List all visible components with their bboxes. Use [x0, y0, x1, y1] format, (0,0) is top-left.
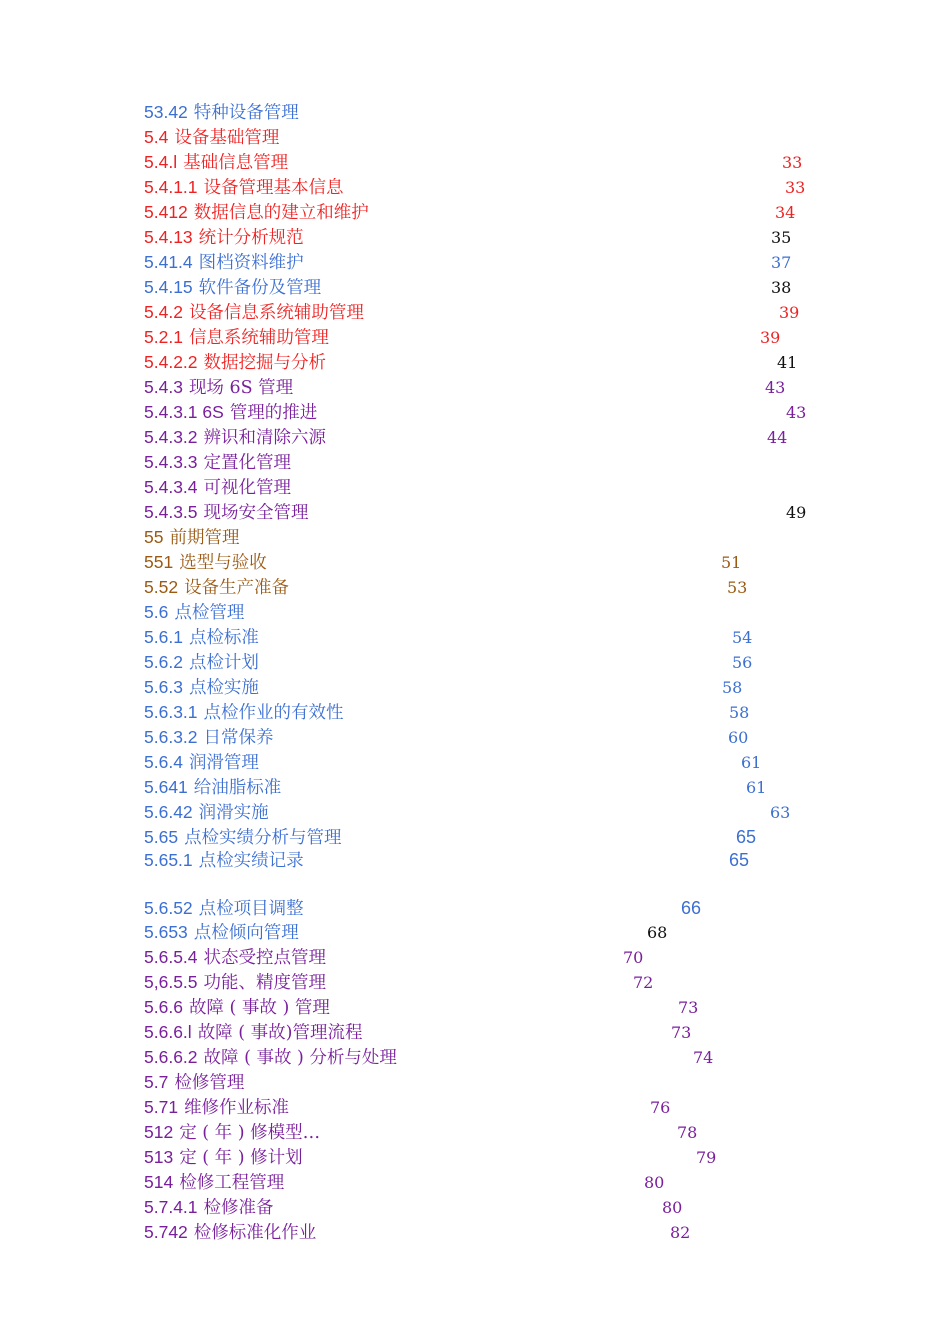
toc-section-title: 点检项目调整 [198, 899, 304, 919]
toc-entry-label [144, 896, 304, 922]
toc-entry[interactable] [0, 475, 950, 500]
toc-page-number: 61 [746, 778, 767, 797]
toc-entry-label [144, 1020, 362, 1046]
toc-section-number: 5.4.13 [144, 227, 193, 247]
toc-section-title: 可视化管理 [203, 478, 292, 498]
toc-entry-label [144, 150, 288, 176]
toc-entry-label [144, 175, 344, 201]
toc-section-title: 选型与验收 [179, 553, 267, 573]
toc-page-number: 43 [786, 403, 807, 422]
toc-page-number: 54 [732, 628, 753, 647]
toc-section-number: 513 [144, 1147, 174, 1167]
toc-entry-label [144, 1170, 284, 1196]
toc-entry[interactable] [0, 1220, 950, 1245]
toc-page-number: 44 [767, 428, 788, 447]
toc-entry[interactable] [0, 775, 950, 800]
toc-entry[interactable] [0, 700, 950, 725]
toc-section-number: 5.6.6.l [144, 1022, 192, 1042]
toc-entry-label [144, 475, 291, 501]
toc-section-number: 5.4.3.2 [144, 427, 198, 447]
toc-page-number: 53 [727, 578, 748, 597]
toc-entry[interactable] [0, 175, 950, 200]
toc-entry-label [144, 920, 299, 946]
toc-entry[interactable] [0, 800, 950, 825]
toc-section-title: 检修管理 [174, 1073, 245, 1093]
toc-entry-label [144, 625, 259, 651]
toc-section-title: 设备管理基本信息 [203, 178, 344, 198]
toc-section-title: 润滑管理 [188, 753, 259, 773]
toc-entry-label [144, 250, 304, 276]
toc-entry[interactable] [0, 920, 950, 945]
toc-section-title: 点检计划 [188, 653, 259, 673]
toc-section-number: 5.412 [144, 202, 188, 222]
toc-entry[interactable] [0, 275, 950, 300]
toc-section-title: 设备基础管理 [174, 128, 280, 148]
toc-entry[interactable] [0, 1170, 950, 1195]
toc-section-number: 5.6 [144, 602, 169, 622]
toc-section-title: 定 ( 年 ) 修计划 [179, 1148, 303, 1168]
toc-page-number: 33 [782, 153, 803, 172]
toc-section-number: 514 [144, 1172, 174, 1192]
toc-page-number: 73 [678, 998, 699, 1017]
toc-page-number: 79 [696, 1148, 717, 1167]
toc-entry-label [144, 1120, 320, 1146]
toc-section-number: 5.4.l [144, 152, 178, 172]
toc-entry-label [144, 450, 291, 476]
toc-section-number: 5.65.1 [144, 850, 193, 870]
toc-section-number: 5.6.1 [144, 627, 183, 647]
toc-page-number: 70 [623, 948, 644, 967]
toc-section-title: 特种设备管理 [193, 103, 299, 123]
toc-entry-label [144, 970, 326, 996]
toc-entry[interactable] [0, 970, 950, 995]
toc-section-title: 设备信息系统辅助管理 [188, 303, 364, 323]
toc-section-title: 状态受控点管理 [203, 948, 327, 968]
toc-entry-label [144, 375, 293, 401]
toc-section-title: 故障 ( 事故 ) 管理 [188, 998, 330, 1018]
toc-page-number: 68 [647, 923, 668, 942]
toc-section-number: 5.6.4 [144, 752, 183, 772]
toc-page-number: 74 [693, 1048, 714, 1067]
toc-section-number: 551 [144, 552, 174, 572]
toc-entry[interactable] [0, 300, 950, 325]
toc-entry[interactable] [0, 200, 950, 225]
toc-section-number: 5.6.3.1 [144, 702, 198, 722]
toc-section-title: 管理的推进 [229, 403, 318, 423]
toc-entry[interactable] [0, 425, 950, 450]
toc-section-title: 定 ( 年 ) 修模型… [179, 1123, 321, 1143]
toc-page-number: 39 [779, 303, 800, 322]
toc-section-title: 给油脂标准 [193, 778, 282, 798]
toc-entry-label [144, 1045, 397, 1071]
toc-section-title: 点检倾向管理 [193, 923, 299, 943]
toc-section-title: 现场 6S 管理 [188, 378, 294, 398]
toc-section-title: 数据挖掘与分析 [203, 353, 327, 373]
toc-section-title: 点检管理 [174, 603, 245, 623]
toc-page-number: 41 [777, 353, 798, 372]
toc-page-number: 65 [736, 827, 757, 847]
toc-section-number: 5.742 [144, 1222, 188, 1242]
toc-section-number: 5.6.3 [144, 677, 183, 697]
toc-section-number: 5.6.6.2 [144, 1047, 198, 1067]
toc-section-title: 图档资料维护 [198, 253, 304, 273]
toc-section-title: 润滑实施 [198, 803, 269, 823]
toc-page-number: 66 [681, 898, 702, 918]
toc-section-number: 5.4.2.2 [144, 352, 198, 372]
toc-entry[interactable] [0, 1195, 950, 1220]
toc-entry[interactable] [0, 848, 950, 873]
toc-entry-label [144, 350, 326, 376]
toc-section-title: 功能、精度管理 [203, 973, 327, 993]
toc-page-number: 65 [729, 850, 750, 870]
toc-section-title: 检修标准化作业 [193, 1223, 317, 1243]
toc-entry-label [144, 200, 369, 226]
toc-section-title: 点检实绩记录 [198, 851, 304, 871]
toc-entry-label [144, 1095, 289, 1121]
toc-entry[interactable] [0, 1095, 950, 1120]
toc-entry[interactable] [0, 125, 950, 150]
toc-page-number: 63 [770, 803, 791, 822]
toc-entry-label [144, 525, 239, 551]
toc-section-title: 辨识和清除六源 [203, 428, 327, 448]
toc-section-number: 5.2.1 [144, 327, 183, 347]
toc-entry-label [144, 425, 326, 451]
toc-entry-label [144, 700, 344, 726]
toc-section-number: 5.4.1.1 [144, 177, 198, 197]
toc-section-number: 5.6.42 [144, 802, 193, 822]
toc-entry[interactable] [0, 1145, 950, 1170]
toc-entry[interactable] [0, 525, 950, 550]
toc-section-title: 故障 ( 事故)管理流程 [197, 1023, 363, 1043]
toc-entry-label [144, 1145, 303, 1171]
toc-entry[interactable] [0, 1020, 950, 1045]
toc-entry[interactable] [0, 1120, 950, 1145]
toc-section-number: 5.65 [144, 827, 179, 847]
toc-section-title: 定置化管理 [203, 453, 292, 473]
toc-section-title: 检修工程管理 [179, 1173, 285, 1193]
toc-page-number: 43 [765, 378, 786, 397]
toc-page-number: 35 [771, 228, 792, 247]
toc-entry[interactable] [0, 600, 950, 625]
toc-section-number: 5.6.5.4 [144, 947, 198, 967]
toc-page-number: 61 [741, 753, 762, 772]
toc-entry[interactable] [0, 945, 950, 970]
toc-section-number: 512 [144, 1122, 174, 1142]
toc-entry[interactable] [0, 225, 950, 250]
toc-entry[interactable] [0, 675, 950, 700]
toc-section-number: 5.6.6 [144, 997, 183, 1017]
toc-section-number: 5.52 [144, 577, 179, 597]
toc-page-number: 72 [633, 973, 654, 992]
toc-section-number: 5.4.3.5 [144, 502, 198, 522]
toc-entry[interactable] [0, 325, 950, 350]
toc-page-number: 60 [728, 728, 749, 747]
toc-entry[interactable] [0, 350, 950, 375]
toc-entry[interactable] [0, 500, 950, 525]
toc-entry-label [144, 225, 304, 251]
toc-section-number: 5.4.3.4 [144, 477, 198, 497]
toc-section-number: 5,6.5.5 [144, 972, 198, 992]
toc-section-title: 软件备份及管理 [198, 278, 322, 298]
toc-section-number: 5.6.52 [144, 898, 193, 918]
toc-entry[interactable] [0, 250, 950, 275]
toc-section-number: 5.71 [144, 1097, 179, 1117]
toc-section-title: 检修准备 [203, 1198, 274, 1218]
toc-entry-label [144, 125, 279, 151]
toc-entry-label [144, 725, 274, 751]
toc-entry[interactable] [0, 1070, 950, 1095]
toc-entry-label [144, 325, 329, 351]
toc-page-number: 80 [662, 1198, 683, 1217]
toc-section-title: 维修作业标准 [184, 1098, 290, 1118]
toc-entry[interactable] [0, 375, 950, 400]
toc-entry-label [144, 400, 317, 426]
toc-entry-label [144, 500, 309, 526]
toc-entry-label [144, 675, 259, 701]
toc-entry[interactable] [0, 575, 950, 600]
toc-section-title: 故障 ( 事故 ) 分析与处理 [203, 1048, 397, 1068]
toc-page-number: 37 [771, 253, 792, 272]
toc-page-number: 39 [760, 328, 781, 347]
toc-section-title: 日常保养 [203, 728, 274, 748]
toc-section-title: 点检实绩分析与管理 [184, 828, 342, 848]
toc-section-title: 基础信息管理 [183, 153, 289, 173]
toc-page-number: 49 [786, 503, 807, 522]
toc-entry-label [144, 1220, 316, 1246]
toc-section-number: 5.653 [144, 922, 188, 942]
toc-section-number: 5.6.2 [144, 652, 183, 672]
toc-section-title: 点检作业的有效性 [203, 703, 344, 723]
toc-page-number: 38 [771, 278, 792, 297]
toc-entry[interactable] [0, 400, 950, 425]
toc-section-number: 5.6.3.2 [144, 727, 198, 747]
toc-entry[interactable] [0, 750, 950, 775]
toc-section-number: 55 [144, 527, 164, 547]
toc-section-title: 点检实施 [188, 678, 259, 698]
toc-entry-label [144, 100, 299, 126]
toc-section-number: 53.42 [144, 102, 188, 122]
toc-entry[interactable] [0, 825, 950, 850]
toc-entry[interactable] [0, 725, 950, 750]
toc-entry-label [144, 1070, 244, 1096]
toc-section-title: 信息系统辅助管理 [188, 328, 329, 348]
toc-page-number: 33 [785, 178, 806, 197]
toc-section-number: 5.4.3.3 [144, 452, 198, 472]
toc-section-number: 5.4 [144, 127, 169, 147]
toc-page-number: 51 [721, 553, 742, 572]
toc-entry[interactable] [0, 896, 950, 921]
toc-entry-label [144, 995, 330, 1021]
toc-section-number: 5.4.3 [144, 377, 183, 397]
toc-entry-label [144, 945, 326, 971]
toc-entry-label [144, 750, 259, 776]
toc-section-number: 5.4.2 [144, 302, 183, 322]
toc-section-title: 数据信息的建立和维护 [193, 203, 369, 223]
toc-entry-label [144, 600, 244, 626]
toc-entry[interactable] [0, 625, 950, 650]
toc-page-number: 80 [644, 1173, 665, 1192]
toc-entry[interactable] [0, 450, 950, 475]
toc-entry-label [144, 848, 304, 874]
toc-entry-label [144, 1195, 274, 1221]
toc-section-title: 前期管理 [169, 528, 240, 548]
toc-page-number: 82 [670, 1223, 691, 1242]
toc-section-number: 5.7.4.1 [144, 1197, 198, 1217]
toc-entry[interactable] [0, 1045, 950, 1070]
toc-section-title: 现场安全管理 [203, 503, 309, 523]
toc-entry-label [144, 650, 259, 676]
toc-entry[interactable] [0, 550, 950, 575]
toc-entry-label [144, 550, 267, 576]
toc-page-number: 58 [722, 678, 743, 697]
toc-section-number: 5.41.4 [144, 252, 193, 272]
toc-entry-label [144, 800, 269, 826]
toc-section-title: 点检标准 [188, 628, 259, 648]
toc-page-number: 73 [671, 1023, 692, 1042]
toc-entry[interactable] [0, 150, 950, 175]
toc-section-number: 5.7 [144, 1072, 169, 1092]
toc-entry[interactable] [0, 100, 950, 125]
toc-section-title: 设备生产准备 [184, 578, 290, 598]
toc-entry[interactable] [0, 995, 950, 1020]
toc-section-title: 统计分析规范 [198, 228, 304, 248]
toc-entry-label [144, 300, 364, 326]
toc-page-number: 58 [729, 703, 750, 722]
toc-entry-label [144, 575, 289, 601]
toc-section-number: 5.641 [144, 777, 188, 797]
toc-section-number: 5.4.3.1 6S [144, 402, 224, 422]
toc-page-number: 76 [650, 1098, 671, 1117]
toc-entry[interactable] [0, 650, 950, 675]
toc-entry-label [144, 275, 321, 301]
toc-section-number: 5.4.15 [144, 277, 193, 297]
toc-page-number: 56 [732, 653, 753, 672]
toc-page-number: 78 [677, 1123, 698, 1142]
toc-page-number: 34 [775, 203, 796, 222]
toc-entry-label [144, 775, 281, 801]
